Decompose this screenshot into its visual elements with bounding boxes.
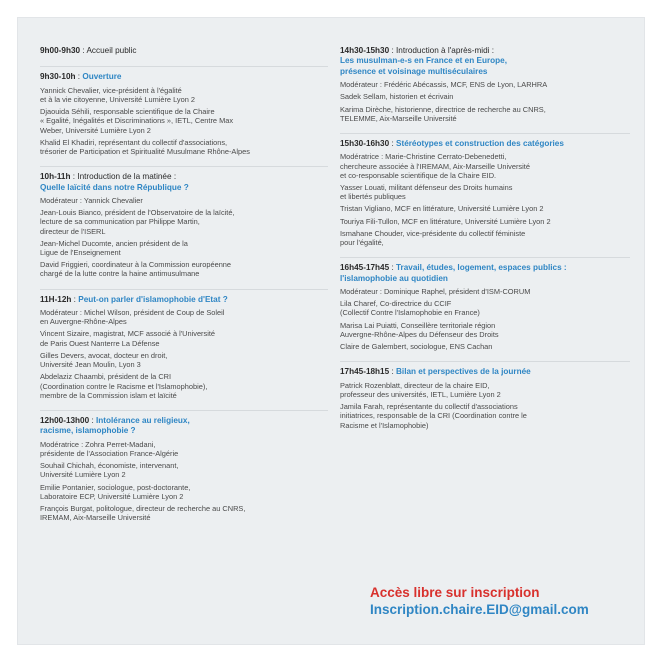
time-separator: : xyxy=(389,367,396,377)
session-topic: l'islamophobie au quotidien xyxy=(340,273,448,283)
speaker-line: Vincent Sizaire, magistrat, MCF associé à l'Université xyxy=(40,329,216,339)
session-heading xyxy=(340,263,630,284)
session-time: 16h45-17h45 xyxy=(340,263,390,273)
session-time: 17h45-18h15 xyxy=(340,367,390,377)
speaker-line: Ligue de l'Enseignement xyxy=(40,248,121,258)
session-heading xyxy=(40,295,328,305)
speaker-entry xyxy=(40,208,328,236)
session-heading xyxy=(340,46,630,77)
speaker-line: de Paris Ouest Nanterre La Défense xyxy=(40,338,160,348)
speaker-line: chercheure associée à l'IREMAM, Aix-Marseille Université xyxy=(340,161,530,171)
speaker-entry xyxy=(40,260,328,278)
speaker-entry xyxy=(340,321,630,339)
speaker-line: Modérateur : Frédéric Abécassis, MCF, ENS de Lyon, LARHRA xyxy=(340,80,548,90)
speaker-entry xyxy=(340,229,630,247)
speaker-line: Emilie Pontanier, sociologue, post-doctorante, xyxy=(40,482,191,492)
session-time: 9h00-9h30 xyxy=(40,46,81,55)
speaker-line: Lila Charef, Co-directrice du CCIF xyxy=(340,299,452,309)
registration-footer xyxy=(370,584,589,618)
time-separator: : xyxy=(80,46,87,55)
speaker-line: Karima Dirèche, historienne, directrice de recherche au CNRS, xyxy=(340,104,546,114)
session-time: 12h00-13h00 xyxy=(40,415,90,425)
speaker-entry xyxy=(40,239,328,257)
speaker-line: initiatrices, responsable de la CRI (Coordination contre le xyxy=(340,411,527,421)
session-topic: Intolérance au religieux, xyxy=(96,415,190,425)
session-heading xyxy=(40,416,328,437)
speaker-entry xyxy=(340,204,630,213)
session-intro: Accueil public xyxy=(86,46,137,55)
time-separator: : xyxy=(389,263,396,273)
speaker-line: Jamila Farah, représentante du collectif d'associations xyxy=(340,402,518,412)
session-time: 15h30-16h30 xyxy=(340,139,390,149)
speaker-line: Djaouida Séhili, responsable scientifique de la Chaire xyxy=(40,107,215,117)
speaker-entry xyxy=(40,504,328,522)
session-time: 11H-12h xyxy=(40,294,72,304)
speaker-entry xyxy=(40,351,328,369)
speaker-line: Souhail Chichah, économiste, intervenant, xyxy=(40,461,179,471)
speaker-entry xyxy=(40,440,328,458)
program-column-afternoon xyxy=(340,46,630,440)
program-session xyxy=(40,410,328,522)
speaker-line: professeur des universités, IETL, Lumière Lyon 2 xyxy=(340,389,501,399)
speaker-line: Patrick Rozenblatt, directeur de la chaire EID, xyxy=(340,380,490,390)
speaker-line: Khalid El Khadiri, représentant du collectif d'associations, xyxy=(40,137,228,147)
speaker-entry xyxy=(40,107,328,135)
time-separator: : xyxy=(75,72,83,82)
speaker-entry xyxy=(40,461,328,479)
speaker-line: David Friggieri, coordinateur à la Commission européenne xyxy=(40,260,232,270)
speaker-line: Modérateur : Michel Wilson, président de Coup de Soleil xyxy=(40,308,225,318)
speaker-line: Université Lumière Lyon 2 xyxy=(40,470,126,480)
speaker-entry xyxy=(40,196,328,205)
speaker-entry xyxy=(40,483,328,501)
speaker-entry xyxy=(340,287,630,296)
speaker-entry xyxy=(40,308,328,326)
speaker-line: Université Jean Moulin, Lyon 3 xyxy=(40,360,141,370)
session-topic: Peut-on parler d'islamophobie d'Etat ? xyxy=(78,294,228,304)
speaker-entry xyxy=(340,105,630,123)
speaker-line: Marisa Lai Puiatti, Conseillère territoriale région xyxy=(340,320,496,330)
time-separator: : xyxy=(71,294,79,304)
session-topic: Les musulman-e-s en France et en Europe, xyxy=(340,56,507,66)
speaker-entry xyxy=(40,138,328,156)
speaker-entry xyxy=(340,152,630,180)
program-session xyxy=(340,361,630,429)
speaker-line: (Collectif Contre l'Islamophobie en France) xyxy=(340,308,480,318)
speaker-line: Racisme et l'Islamophobie) xyxy=(340,420,429,430)
speaker-line: et à la vie citoyenne, Université Lumière Lyon 2 xyxy=(40,95,196,105)
program-session xyxy=(340,133,630,247)
speaker-line: Claire de Galembert, sociologue, ENS Cachan xyxy=(340,342,493,352)
speaker-entry xyxy=(340,299,630,317)
speaker-line: pour l'égalité, xyxy=(340,238,384,248)
program-session xyxy=(40,46,328,56)
registration-email-link[interactable]: Inscription.chaire.EID@gmail.com xyxy=(370,602,589,617)
session-topic: racisme, islamophobie ? xyxy=(40,426,136,436)
speaker-line: et co-responsable scientifique de la Chaire EID. xyxy=(340,170,497,180)
session-topic: Quelle laïcité dans notre République ? xyxy=(40,182,189,192)
speaker-entry xyxy=(340,80,630,89)
session-heading xyxy=(40,46,328,56)
time-separator: : xyxy=(389,46,396,55)
program-session xyxy=(340,46,630,123)
session-time: 14h30-15h30 xyxy=(340,46,390,55)
speaker-line: chargé de la lutte contre la haine antimusulmane xyxy=(40,269,200,279)
time-separator: : xyxy=(70,172,78,182)
speaker-line: TELEMME, Aix-Marseille Université xyxy=(340,113,457,123)
program-session xyxy=(40,166,328,278)
speaker-line: Abdelaziz Chaambi, président de la CRI xyxy=(40,372,172,382)
speaker-line: et libertés publiques xyxy=(340,192,406,202)
speaker-entry xyxy=(340,183,630,201)
speaker-entry xyxy=(340,381,630,399)
speaker-entry xyxy=(40,329,328,347)
session-topic: Stéréotypes et construction des catégories xyxy=(396,139,564,149)
speaker-line: Tristan Vigliano, MCF en littérature, Université Lumière Lyon 2 xyxy=(340,204,544,214)
speaker-line: Auvergne-Rhône-Alpes du Défenseur des Droits xyxy=(340,329,499,339)
time-separator: : xyxy=(389,139,396,149)
speaker-line: Touriya Fili-Tullon, MCF en littérature, Université Lumière Lyon 2 xyxy=(340,216,551,226)
session-intro: Introduction de la matinée : xyxy=(77,172,177,182)
speaker-line: Modératrice : Zohra Perret-Madani, xyxy=(40,439,156,449)
speaker-line: trésorier de Participation et Spiritualité Musulmane Rhône-Alpes xyxy=(40,147,250,157)
session-topic: présence et voisinage multiséculaires xyxy=(340,66,488,76)
session-topic: Travail, études, logement, espaces publics : xyxy=(396,263,567,273)
session-topic: Bilan et perspectives de la journée xyxy=(396,367,531,377)
speaker-line: Yasser Louati, militant défenseur des Droits humains xyxy=(340,183,513,193)
speaker-entry xyxy=(340,402,630,430)
speaker-line: lecture de sa communication par Philippe Martin, xyxy=(40,217,200,227)
speaker-line: François Burgat, politologue, directeur de recherche au CNRS, xyxy=(40,503,246,513)
time-separator: : xyxy=(89,415,96,425)
speaker-line: Modératrice : Marie-Christine Cerrato-Debenedetti, xyxy=(340,152,507,162)
speaker-line: Ismahane Chouder, vice-présidente du collectif féministe xyxy=(340,228,526,238)
speaker-entry xyxy=(340,92,630,101)
speaker-line: (Coordination contre le Racisme et l'Islamophobie), xyxy=(40,381,208,391)
speaker-line: Gilles Devers, avocat, docteur en droit, xyxy=(40,350,168,360)
speaker-line: Weber, Université Lumière Lyon 2 xyxy=(40,125,151,135)
speaker-line: Modérateur : Yannick Chevalier xyxy=(40,196,143,206)
speaker-line: Jean-Michel Ducomte, ancien président de la xyxy=(40,238,188,248)
speaker-line: Jean-Louis Bianco, président de l'Observatoire de la laïcité, xyxy=(40,208,235,218)
speaker-line: présidente de l'Association France-Algérie xyxy=(40,448,179,458)
session-time: 10h-11h xyxy=(40,172,71,182)
session-topic: Ouverture xyxy=(82,72,122,82)
free-access-note: Accès libre sur inscription xyxy=(370,585,540,600)
session-heading xyxy=(40,72,328,82)
program-column-morning xyxy=(40,46,328,532)
speaker-line: membre de la Commission islam et laïcité xyxy=(40,390,177,400)
session-intro: Introduction à l'après-midi : xyxy=(396,46,495,55)
speaker-entry xyxy=(40,372,328,400)
program-session xyxy=(40,289,328,400)
speaker-line: IREMAM, Aix-Marseille Université xyxy=(40,513,151,523)
speaker-line: directeur de l'ISERL xyxy=(40,226,106,236)
speaker-line: Sadek Sellam, historien et écrivain xyxy=(340,92,454,102)
speaker-line: Yannick Chevalier, vice-président à l'égalité xyxy=(40,85,182,95)
speaker-entry xyxy=(340,342,630,351)
speaker-line: Modérateur : Dominique Raphel, président d'ISM-CORUM xyxy=(340,287,531,297)
speaker-entry xyxy=(40,86,328,104)
session-heading xyxy=(40,172,328,193)
speaker-line: « Egalité, Inégalités et Discriminations », IETL, Centre Max xyxy=(40,116,234,126)
session-heading xyxy=(340,367,630,377)
speaker-entry xyxy=(340,217,630,226)
speaker-line: Laboratoire ECP, Université Lumière Lyon 2 xyxy=(40,491,184,501)
program-session xyxy=(40,66,328,156)
speaker-line: en Auvergne-Rhône-Alpes xyxy=(40,317,127,327)
session-time: 9h30-10h xyxy=(40,72,76,82)
program-page xyxy=(18,18,644,644)
session-heading xyxy=(340,139,630,149)
program-session xyxy=(340,257,630,351)
